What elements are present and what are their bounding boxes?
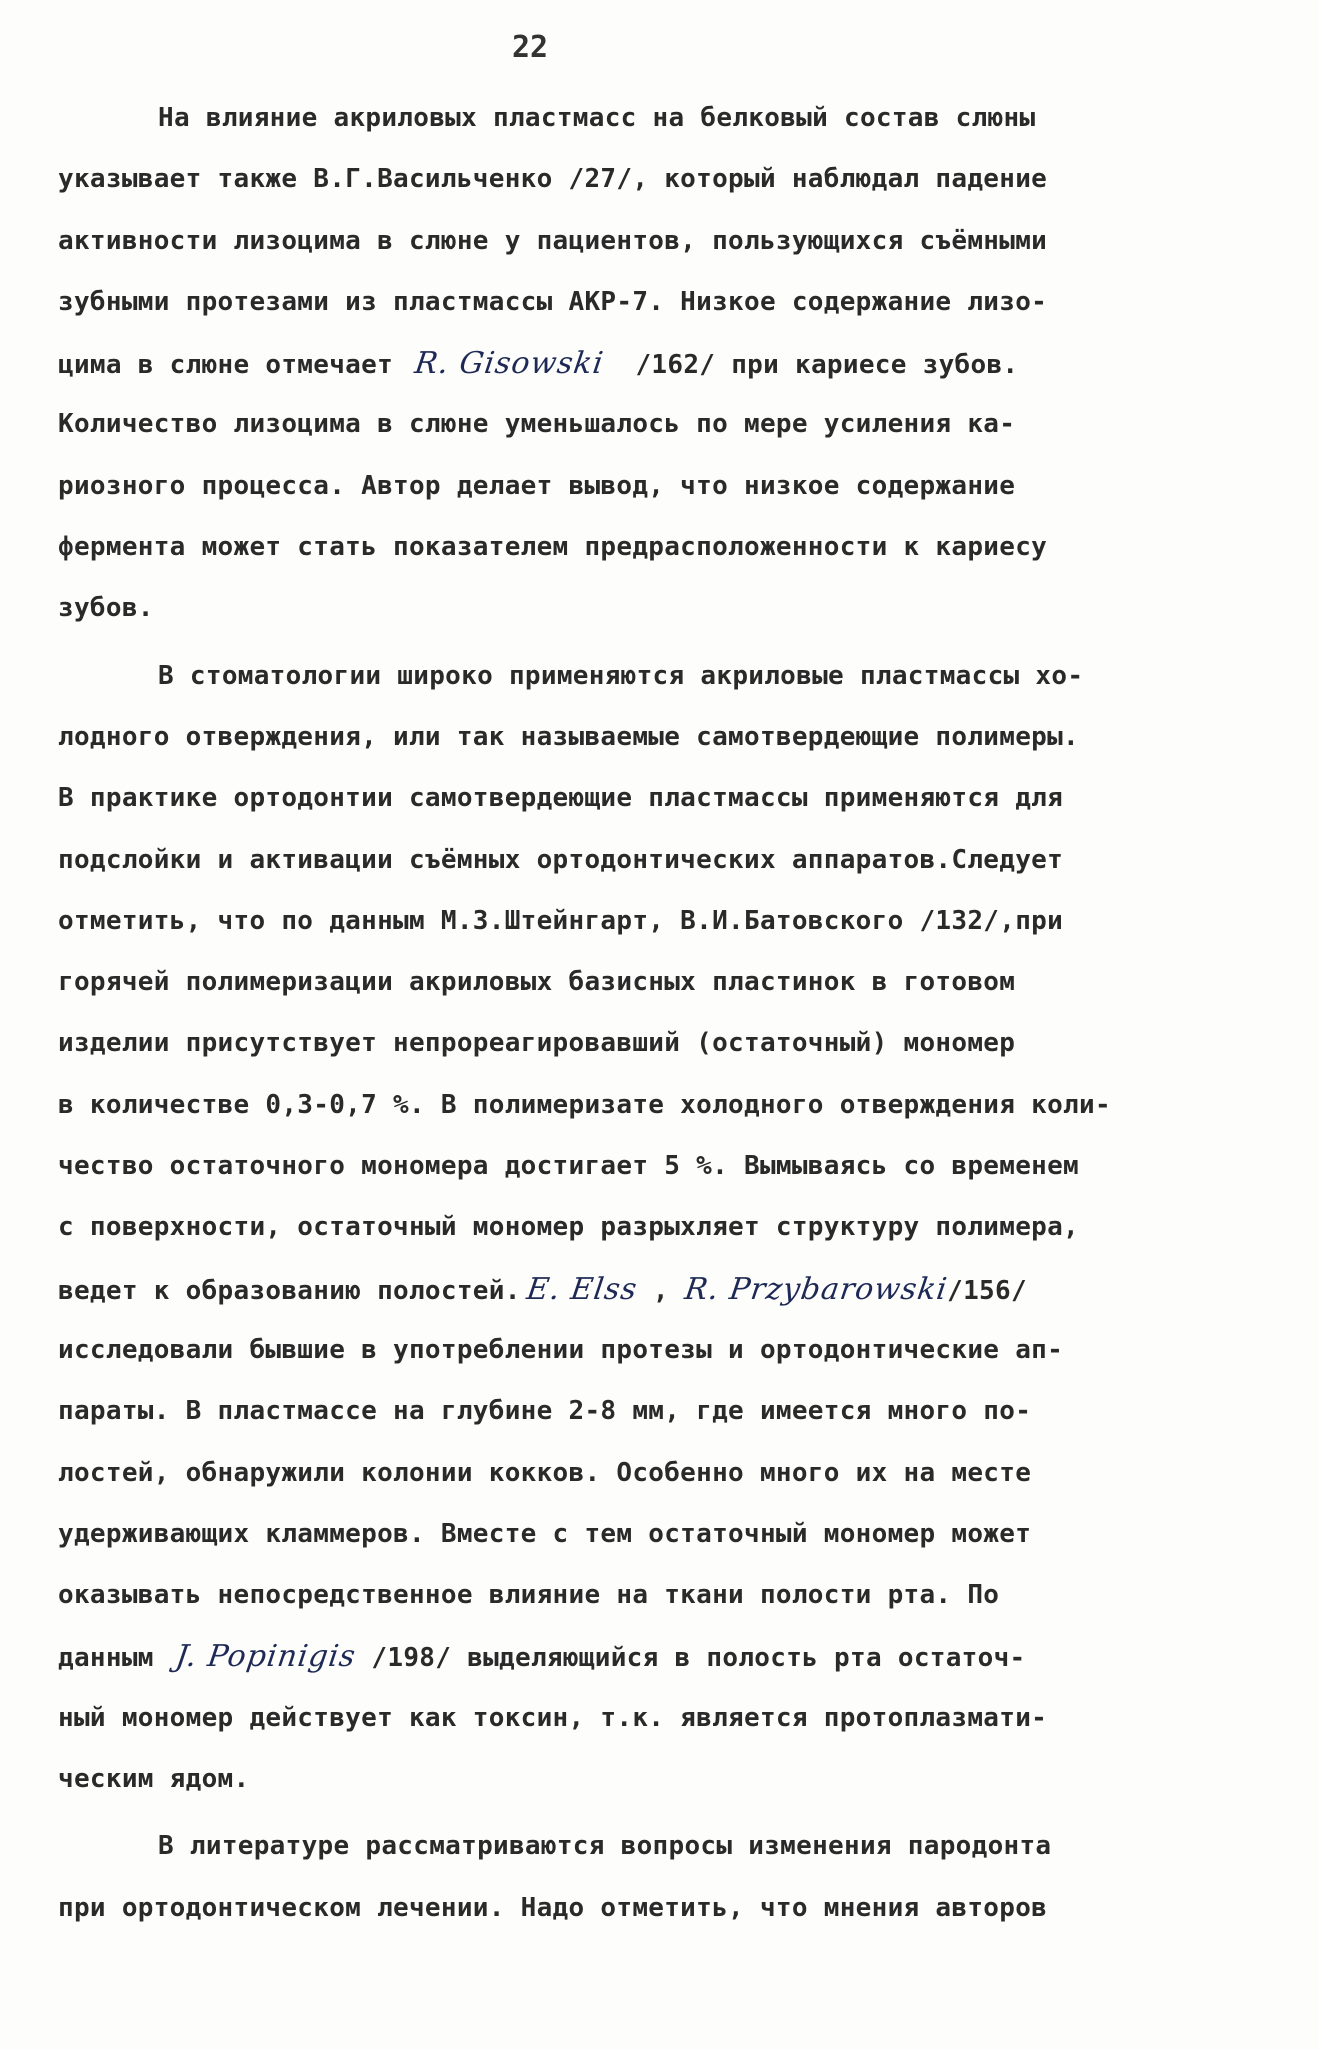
text-line (58, 1504, 1238, 1565)
line-text: /156/ (947, 1275, 1027, 1306)
line-text: данным (58, 1643, 170, 1674)
text-line (58, 768, 1238, 829)
text-line (58, 1013, 1238, 1074)
line-text: Количество лизоцима в слюне уменьшалось по мере усиления ка- (58, 409, 1016, 440)
text-line (58, 1443, 1238, 1504)
text-line (58, 646, 1238, 707)
line-text: удерживающих кламмеров. Вместе с тем остаточный мономер может (58, 1518, 1032, 1549)
line-text: /198/ выделяющийся в полость рта остаточ- (371, 1643, 1026, 1674)
text-line (58, 333, 1238, 394)
line-text: исследовали бывшие в употреблении протезы и ортодонтические ап- (58, 1334, 1064, 1365)
text-line (58, 272, 1238, 333)
text-line (58, 830, 1238, 891)
paragraph (58, 88, 1238, 640)
line-text: риозного процесса. Автор делает вывод, что низкое содержание (58, 470, 1016, 501)
handwritten-name: E. Elss (524, 1271, 640, 1307)
text-line (58, 1259, 1238, 1320)
text-line (58, 1197, 1238, 1258)
text-line (58, 1626, 1238, 1687)
line-text: лостей, обнаружили колонии кокков. Особенно много их на месте (58, 1457, 1032, 1488)
line-text: В стоматологии широко применяются акриловые пластмассы хо- (158, 660, 1084, 691)
line-text: зубными протезами из пластмассы АКР-7. Низкое содержание лизо- (58, 286, 1048, 317)
line-text: фермента может стать показателем предрасположенности к кариесу (58, 532, 1048, 563)
line-text: В литературе рассматриваются вопросы изменения пародонта (158, 1831, 1052, 1862)
text-line (58, 1565, 1238, 1626)
handwritten-name: R. Przybarowski (682, 1271, 950, 1307)
text-line (58, 578, 1238, 639)
body-text (58, 88, 1238, 1939)
handwritten-name: J. Popinigis (173, 1639, 358, 1675)
text-line (58, 707, 1238, 768)
line-text: , (652, 1275, 685, 1306)
text-line (58, 1075, 1238, 1136)
line-text: в количестве 0,3-0,7 %. В полимеризате холодного отверждения коли- (58, 1089, 1111, 1120)
line-text: На влияние акриловых пластмасс на белковый состав слюны (158, 103, 1036, 133)
line-text: В практике ортодонтии самотвердеющие пластмассы применяются для (58, 783, 1064, 814)
line-text: при ортодонтическом лечении. Надо отметить, что мнения авторов (58, 1892, 1048, 1923)
line-text: ведет к образованию полостей. (58, 1275, 521, 1306)
line-text: с поверхности, остаточный мономер разрыхляет структуру полимера, (58, 1212, 1080, 1243)
text-line (58, 891, 1238, 952)
line-text: отметить, что по данным М.З.Штейнгарт, В.И.Батовского /132/,при (58, 905, 1064, 936)
line-text: /162/ при кариесе зубов. (619, 350, 1019, 381)
text-line (58, 1688, 1238, 1749)
line-text: лодного отверждения, или так называемые самотвердеющие полимеры. (58, 721, 1080, 752)
text-line (58, 952, 1238, 1013)
line-text: цима в слюне отмечает (58, 350, 409, 381)
text-line (58, 517, 1238, 578)
line-text: параты. В пластмассе на глубине 2-8 мм, где имеется много по- (58, 1396, 1032, 1427)
page-number: 22 (511, 30, 549, 65)
text-line (58, 456, 1238, 517)
line-text: ческим ядом. (58, 1764, 250, 1795)
line-text: указывает также В.Г.Васильченко /27/, который наблюдал падение (58, 164, 1048, 195)
line-text: изделии присутствует непрореагировавший (остаточный) мономер (58, 1028, 1016, 1059)
text-line (58, 1136, 1238, 1197)
line-text: подслойки и активации съёмных ортодонтических аппаратов.Следует (58, 844, 1064, 875)
handwritten-name: R. Gisowski (412, 346, 606, 382)
text-line (58, 1320, 1238, 1381)
paragraph (58, 646, 1238, 1811)
text-line (58, 1381, 1238, 1442)
text-line (58, 88, 1238, 149)
text-line (58, 149, 1238, 210)
line-text: ный мономер действует как токсин, т.к. является протоплазмати- (58, 1702, 1048, 1733)
line-text: оказывать непосредственное влияние на ткани полости рта. По (58, 1580, 1000, 1611)
line-text: чество остаточного мономера достигает 5 %. Вымываясь со временем (58, 1151, 1080, 1182)
text-line (58, 1816, 1238, 1877)
text-line (58, 1878, 1238, 1939)
text-line (58, 1749, 1238, 1810)
line-text: активности лизоцима в слюне у пациентов, пользующихся съёмными (58, 225, 1048, 256)
line-text: горячей полимеризации акриловых базисных пластинок в готовом (58, 967, 1016, 998)
line-text: зубов. (58, 593, 154, 624)
text-line (58, 394, 1238, 455)
paragraph (58, 1816, 1238, 1939)
text-line (58, 211, 1238, 272)
